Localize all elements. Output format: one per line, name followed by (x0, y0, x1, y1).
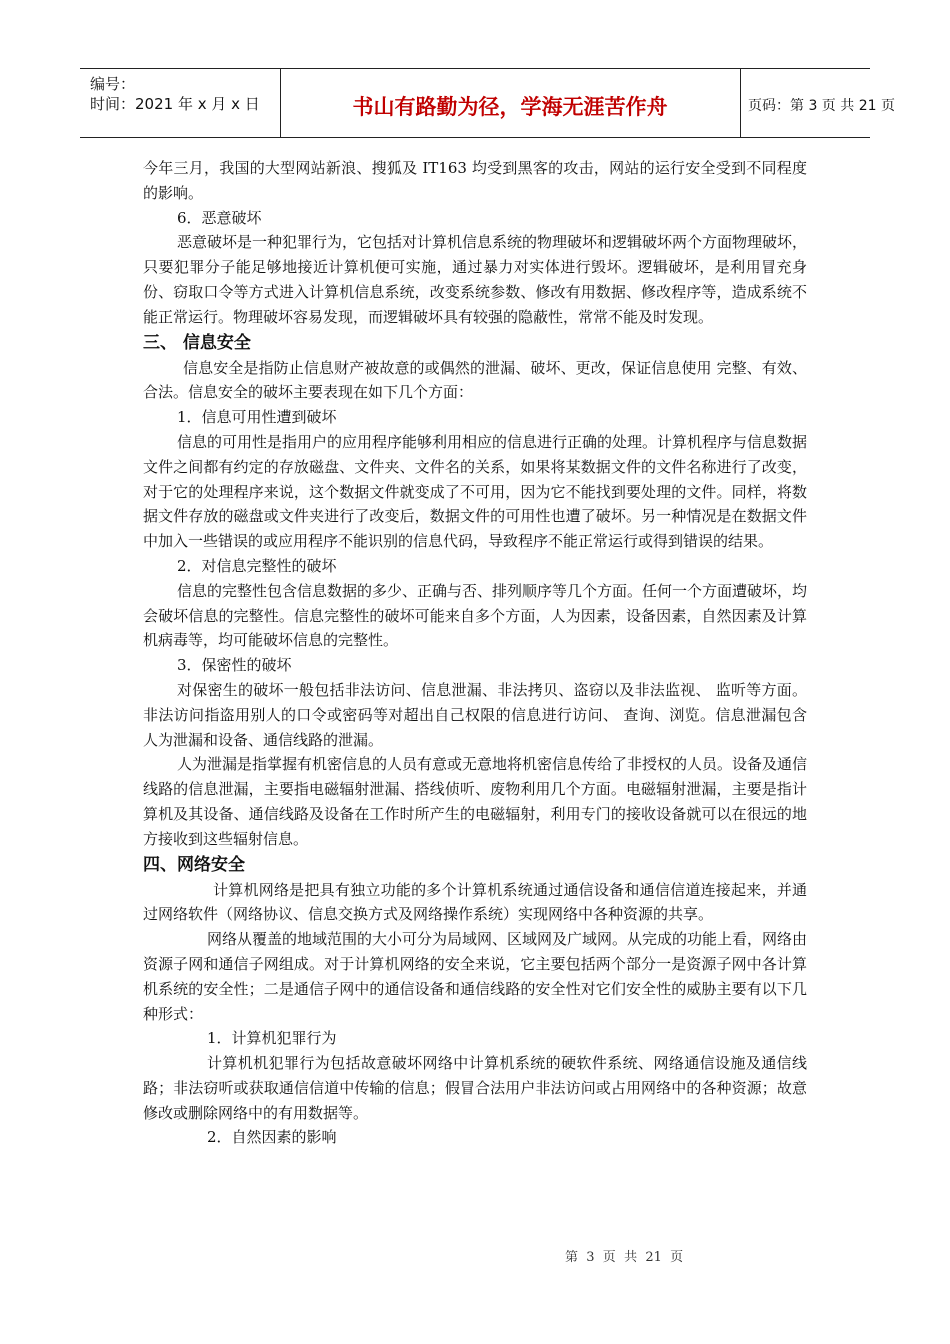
section-heading: 三、 信息安全 (143, 332, 251, 353)
page-footer: 第 3 页 共 21 页 (565, 1250, 684, 1265)
section-heading: 四、网络安全 (143, 854, 245, 875)
section-title: 2．自然因素的影响 (207, 1128, 337, 1147)
document-body (143, 156, 807, 1150)
paragraph: 网络从覆盖的地域范围的大小可分为局域网、区域网及广域网。从完成的功能上看，网络由资源子网和通信子网组成。对于计算机网络的安全来说，它主要包括两个部分一是资源子网中各计算机系统的安全性；二是通信子网中的通信设备和通信线路的安全性对它们安全性的威胁主要有以下几种形式： (143, 930, 808, 1023)
paragraph: 信息的可用性是指用户的应用程序能够利用相应的信息进行正确的处理。计算机程序与信息数据文件之间都有约定的存放磁盘、文件夹、文件名的关系，如果将某数据文件的文件名称进行了改变，对于它的处理程序来说，这个数据文件就变成了不可用，因为它不能找到要处理的文件。同样，将数据文件存放的磁盘或文件夹进行了改变后，数据文件的可用性也遭了破坏。另一种情况是在数据文件中加入一些错误的或应用程序不能识别的信息代码，导致程序不能正常运行或得到错误的结果。 (143, 432, 808, 551)
header-page-number: 页码：第 3 页 共 21 页 (748, 98, 895, 114)
section-title: 6．恶意破坏 (177, 208, 262, 227)
paragraph: 对保密生的破坏一般包括非法访问、信息泄漏、非法拷贝、盗窃以及非法监视、 监听等方面。非法访问指盗用别人的口令或密码等对超出自己权限的信息进行访问、 查询、浏览。信息泄漏包含人为泄漏和设备、通信线路的泄漏。 (143, 680, 807, 749)
header-motto: 书山有路勤为径，学海无涯苦作舟 (352, 95, 668, 119)
header-motto-cell (280, 69, 741, 137)
section-title: 2．对信息完整性的破坏 (177, 556, 337, 575)
header-meta (80, 69, 281, 137)
paragraph: 信息的完整性包含信息数据的多少、正确与否、排列顺序等几个方面。任何一个方面遭破坏，均会破坏信息的完整性。信息完整性的破坏可能来自多个方面，人为因素，设备因素，自然因素及计算机病毒等，均可能破坏信息的完整性。 (143, 581, 808, 650)
header-number: 编号： (90, 75, 136, 93)
header-page-cell (740, 69, 895, 137)
section-title: 3．保密性的破坏 (177, 656, 292, 675)
section-title: 1．计算机犯罪行为 (207, 1029, 337, 1048)
paragraph: 今年三月，我国的大型网站新浪、搜狐及 IT163 均受到黑客的攻击，网站的运行安全受到不同程度的影响。 (143, 159, 807, 202)
header-date: 时间：2021 年 x 月 x 日 (90, 95, 260, 113)
section-title: 1．信息可用性遭到破坏 (177, 408, 337, 427)
paragraph: 人为泄漏是指掌握有机密信息的人员有意或无意地将机密信息传给了非授权的人员。设备及通信线路的信息泄漏，主要指电磁辐射泄漏、搭线侦听、废物利用几个方面。电磁辐射泄漏，主要是指计算机及其设备、通信线路及设备在工作时所产生的电磁辐射，利用专门的接收设备就可以在很远的地方接收到这些辐射信息。 (143, 755, 808, 848)
paragraph: 恶意破坏是一种犯罪行为，它包括对计算机信息系统的物理破坏和逻辑破坏两个方面物理破坏，只要犯罪分子能足够地接近计算机便可实施，通过暴力对实体进行毁坏。逻辑破坏，是利用冒充身份、窃取口令等方式进入计算机信息系统，改变系统参数、修改有用数据、修改程序等，造成系统不能正常运行。物理破坏容易发现，而逻辑破坏具有较强的隐蔽性，常常不能及时发现。 (143, 233, 808, 326)
document-header (80, 68, 895, 138)
paragraph: 计算机机犯罪行为包括故意破坏网络中计算机系统的硬软件系统、网络通信设施及通信线路；非法窃听或获取通信信道中传输的信息；假冒合法用户非法访问或占用网络中的各种资源；故意修改或删除网络中的有用数据等。 (143, 1054, 807, 1122)
paragraph: 信息安全是指防止信息财产被故意的或偶然的泄漏、破坏、更改，保证信息使用 完整、有效、合法。信息安全的破坏主要表现在如下几个方面： (143, 358, 807, 402)
paragraph: 计算机网络是把具有独立功能的多个计算机系统通过通信设备和通信信道连接起来，并通过网络软件（网络协议、信息交换方式及网络操作系统）实现网络中各种资源的共享。 (143, 880, 807, 924)
